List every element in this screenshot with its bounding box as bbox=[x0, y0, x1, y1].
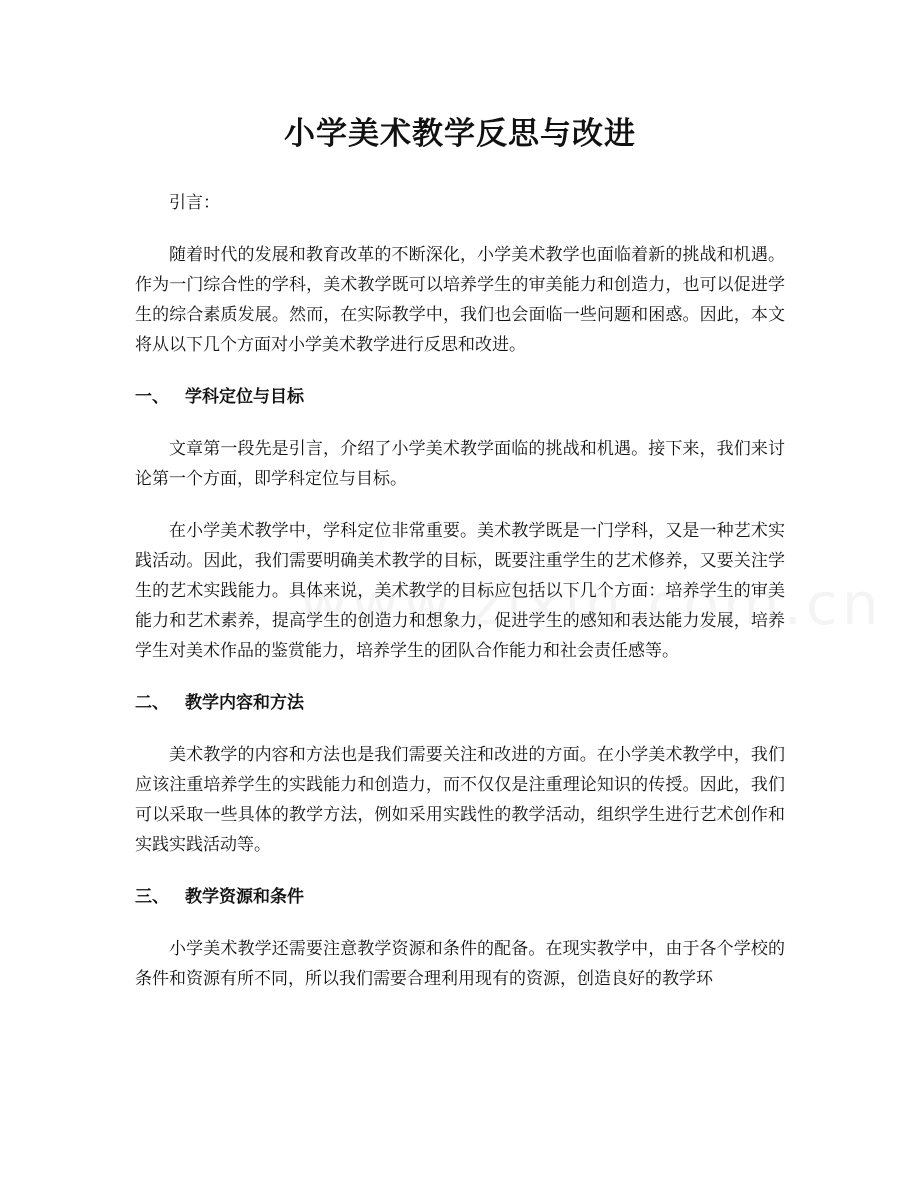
section-title: 学科定位与目标 bbox=[185, 387, 304, 407]
page-title: 小学美术教学反思与改进 bbox=[284, 116, 636, 152]
intro-label: 引言： bbox=[169, 193, 220, 213]
section-heading bbox=[135, 882, 785, 912]
section-number: 一、 bbox=[135, 387, 169, 407]
section-number: 二、 bbox=[135, 693, 169, 713]
document-body bbox=[135, 188, 785, 994]
paragraph: 文章第一段先是引言，介绍了小学美术教学面临的挑战和机遇。接下来，我们来讨论第一个方面，即学科定位与目标。 bbox=[135, 439, 785, 489]
section-number: 三、 bbox=[135, 887, 169, 907]
section-title: 教学资源和条件 bbox=[185, 887, 304, 907]
section-heading bbox=[135, 382, 785, 412]
paragraph: 在小学美术教学中，学科定位非常重要。美术教学既是一门学科，又是一种艺术实践活动。因此，我们需要明确美术教学的目标，既要注重学生的艺术修养，又要关注学生的艺术实践能力。具体来说，美术教学的目标应包括以下几个方面：培养学生的审美能力和艺术素养，提高学生的创造力和想象力，促进学生的感知和表达能力发展，培养学生对美术作品的鉴赏能力，培养学生的团队合作能力和社会责任感等。 bbox=[135, 521, 785, 661]
intro-paragraph: 随着时代的发展和教育改革的不断深化，小学美术教学也面临着新的挑战和机遇。作为一门综合性的学科，美术教学既可以培养学生的审美能力和创造力，也可以促进学生的综合素质发展。然而，在实际教学中，我们也会面临一些问题和困惑。因此，本文将从以下几个方面对小学美术教学进行反思和改进。 bbox=[135, 245, 785, 355]
paragraph: 美术教学的内容和方法也是我们需要关注和改进的方面。在小学美术教学中，我们应该注重培养学生的实践能力和创造力，而不仅仅是注重理论知识的传授。因此，我们可以采取一些具体的教学方法，例如采用实践性的教学活动，组织学生进行艺术创作和实践实践活动等。 bbox=[135, 745, 785, 855]
section-title: 教学内容和方法 bbox=[185, 693, 304, 713]
paragraph: 小学美术教学还需要注意教学资源和条件的配备。在现实教学中，由于各个学校的条件和资源有所不同，所以我们需要合理利用现有的资源，创造良好的教学环 bbox=[135, 939, 785, 989]
section-heading bbox=[135, 688, 785, 718]
